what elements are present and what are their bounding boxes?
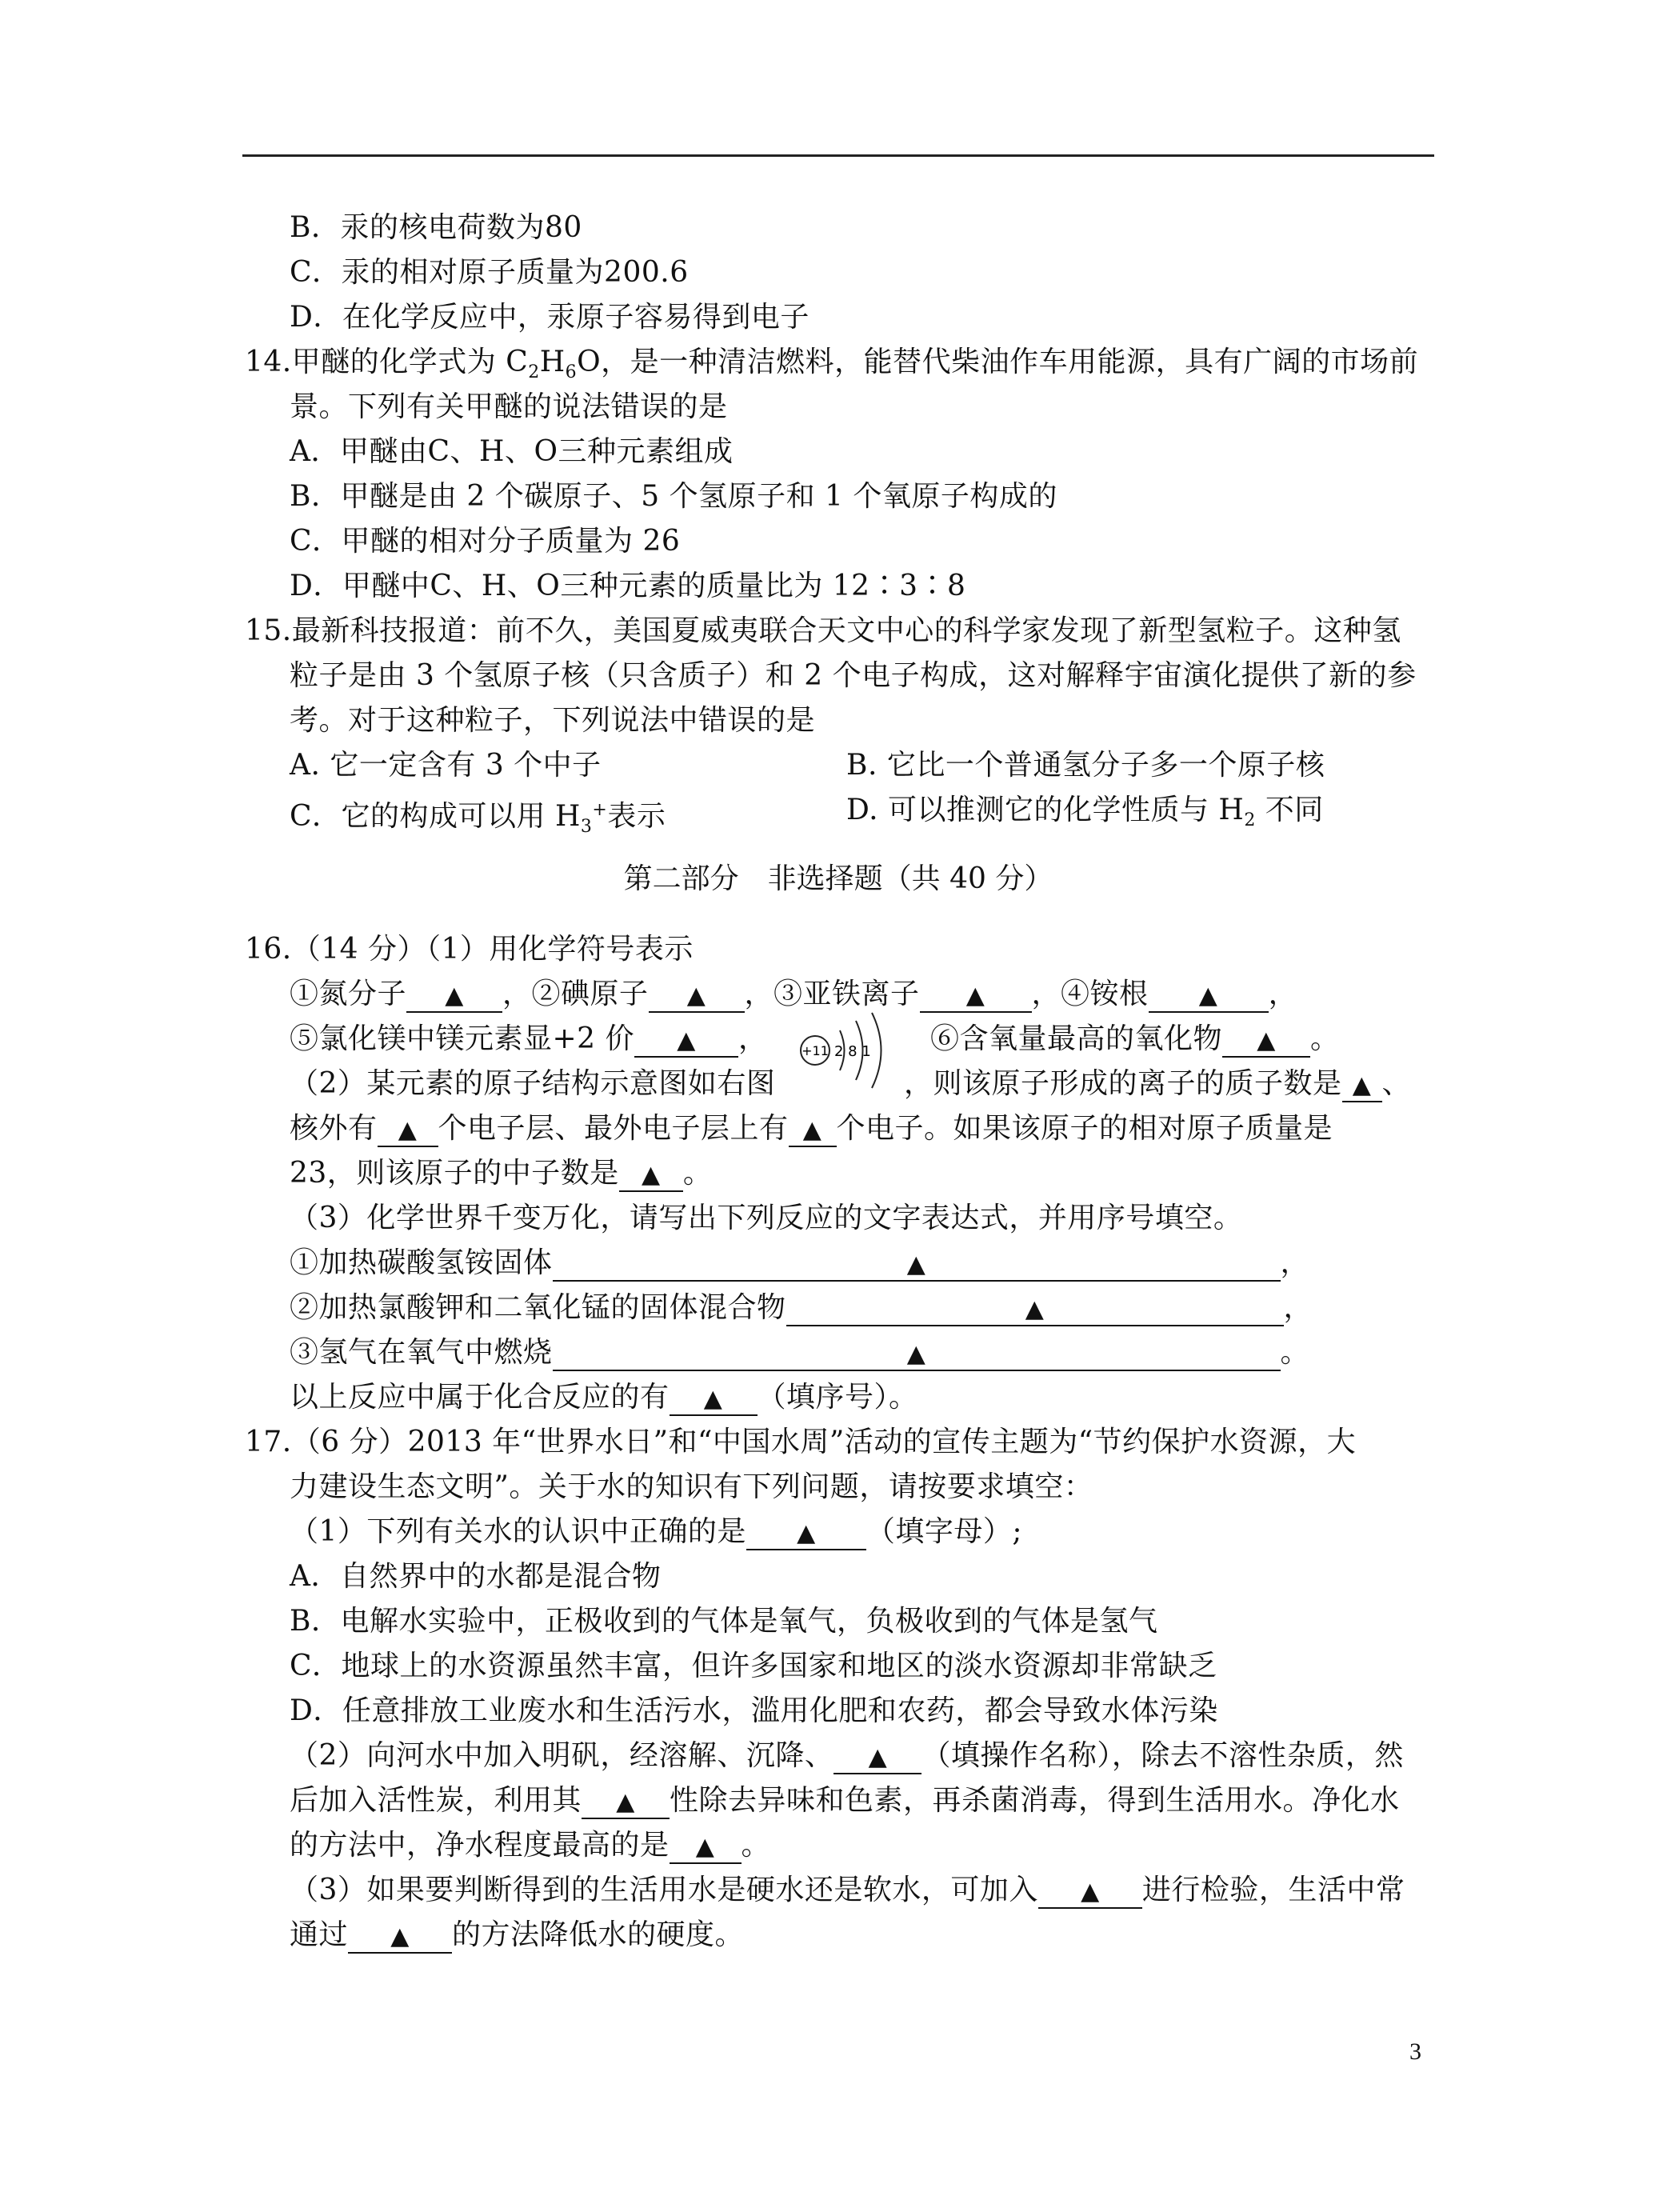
q15-option-c: C．它的构成可以用 $H_3^+$表示	[290, 800, 666, 838]
q14-stem-line2: 景。下列有关甲醚的说法错误的是	[290, 390, 728, 423]
atom-structure-diagram	[796, 1006, 908, 1094]
q15-option-b: B. 它比一个普通氢分子多一个原子核	[846, 749, 1325, 782]
blank[interactable]: ▲	[746, 1518, 866, 1550]
page-number: 3	[1409, 2038, 1421, 2065]
q16-line7: （3）化学世界千变万化，请写出下列反应的文字表达式，并用序号填空。	[290, 1202, 1243, 1234]
q16-line3-right: ⑥含氧量最高的氧化物 ▲ 。	[930, 1021, 1340, 1058]
q17-line3: （1）下列有关水的认识中正确的是 ▲ （填字母）;	[290, 1514, 1022, 1550]
q16-line11: 以上反应中属于化合反应的有 ▲ （填序号）。	[290, 1379, 918, 1416]
blank[interactable]: ▲	[619, 1160, 683, 1192]
q16-line5: 核外有 ▲ 个电子层、最外电子层上有 ▲ 个电子。如果该原子的相对原子质量是	[290, 1110, 1333, 1147]
q15-stem-line1: 15.最新科技报道：前不久，美国夏威夷联合天文中心的科学家发现了新型氢粒子。这种氢	[245, 614, 1401, 647]
q17-line12: 通过 ▲ 的方法降低水的硬度。	[290, 1917, 744, 1954]
blank[interactable]: ▲	[920, 981, 1032, 1013]
header-rule	[242, 154, 1434, 157]
q15-stem-line3: 考。对于这种粒子，下列说法中错误的是	[290, 704, 816, 737]
blank[interactable]: ▲	[1342, 1070, 1382, 1102]
blank[interactable]: ▲	[634, 1026, 738, 1058]
q17-option-b: B．电解水实验中，正极收到的气体是氧气，负极收到的气体是氢气	[290, 1605, 1158, 1638]
section-title: 第二部分 非选择题（共 40 分）	[623, 862, 1053, 895]
blank[interactable]: ▲	[649, 981, 745, 1013]
q17-line11: （3）如果要判断得到的生活用水是硬水还是软水，可加入 ▲ 进行检验，生活中常	[290, 1872, 1405, 1909]
q14-option-b: B．甲醚是由 2 个碳原子、5 个氢原子和 1 个氧原子构成的	[290, 480, 1057, 513]
q13-option-c: C．汞的相对原子质量为200.6	[290, 256, 689, 289]
blank[interactable]: ▲	[348, 1922, 452, 1954]
q16-line8: ①加热碳酸氢铵固体 ▲ ，	[290, 1245, 1309, 1282]
q14-option-c: C．甲醚的相对分子质量为 26	[290, 525, 681, 558]
q13-option-b: B．汞的核电荷数为80	[290, 211, 582, 244]
q13-option-d: D．在化学反应中，汞原子容易得到电子	[290, 301, 810, 334]
q16-line9: ②加热氯酸钾和二氧化锰的固体混合物 ▲ ，	[290, 1290, 1313, 1326]
q16-line6: 23，则该原子的中子数是 ▲ 。	[290, 1155, 712, 1192]
q17-line8: （2）向河水中加入明矾，经溶解、沉降、 ▲ （填操作名称），除去不溶性杂质，然	[290, 1738, 1404, 1774]
q16-line4-right: ，则该原子形成的离子的质子数是 ▲ 、	[904, 1066, 1411, 1102]
blank[interactable]: ▲	[582, 1787, 670, 1819]
q15-stem-line2: 粒子是由 3 个氢原子核（只含质子）和 2 个电子构成，这对解释宇宙演化提供了新的参	[290, 659, 1417, 692]
q16-line2: ①氮分子 ▲ ，②碘原子 ▲ ，③亚铁离子 ▲ ，④铵根 ▲ ，	[290, 976, 1297, 1013]
q17-line1: 17.（6 分）2013 年“世界水日”和“中国水周”活动的宣传主题为“节约保护水资源，大	[245, 1426, 1357, 1458]
blank[interactable]: ▲	[378, 1115, 438, 1147]
q16-line10: ③氢气在氧气中燃烧 ▲ 。	[290, 1334, 1309, 1371]
q15-option-a: A. 它一定含有 3 个中子	[290, 749, 602, 782]
q17-line10: 的方法中，净水程度最高的是 ▲ 。	[290, 1827, 770, 1864]
blank[interactable]: ▲	[1038, 1877, 1142, 1909]
q17-option-d: D．任意排放工业废水和生活污水，滥用化肥和农药，都会导致水体污染	[290, 1694, 1218, 1727]
blank[interactable]: ▲	[553, 1339, 1281, 1371]
blank[interactable]: ▲	[789, 1115, 837, 1147]
blank[interactable]: ▲	[1222, 1026, 1310, 1058]
blank[interactable]: ▲	[834, 1742, 921, 1774]
q17-option-c: C．地球上的水资源虽然丰富，但许多国家和地区的淡水资源却非常缺乏	[290, 1650, 1217, 1682]
q17-line9: 后加入活性炭，利用其 ▲ 性除去异味和色素，再杀菌消毒，得到生活用水。净化水	[290, 1782, 1400, 1819]
blank[interactable]: ▲	[1149, 981, 1269, 1013]
blank[interactable]: ▲	[670, 1832, 742, 1864]
blank[interactable]: ▲	[786, 1294, 1284, 1326]
q16-line3: ⑤氯化镁中镁元素显+2 价 ▲ ，	[290, 1021, 768, 1058]
q15-option-d: D. 可以推测它的化学性质与 $H_2$ 不同	[846, 794, 1324, 831]
q14-option-d: D．甲醚中C、H、O三种元素的质量比为 12∶3∶8	[290, 570, 966, 602]
q17-option-a: A．自然界中的水都是混合物	[290, 1560, 662, 1593]
q14-stem-line1: 14.甲醚的化学式为 $C_2H_6O$，是一种清洁燃料，能替代柴油作车用能源，具有广阔的市场前	[245, 346, 1419, 383]
blank[interactable]: ▲	[670, 1384, 758, 1416]
blank[interactable]: ▲	[406, 981, 502, 1013]
blank[interactable]: ▲	[553, 1250, 1281, 1282]
q16-line1: 16.（14 分）（1）用化学符号表示	[245, 933, 694, 966]
atom-shells-label: 2 8 1	[834, 1043, 871, 1060]
q14-option-a: A．甲醚由C、H、O三种元素组成	[290, 435, 734, 468]
atom-nucleus-label: +11	[802, 1043, 829, 1058]
q17-line2: 力建设生态文明”。关于水的知识有下列问题，请按要求填空：	[290, 1470, 1093, 1503]
q16-line4-left: （2）某元素的原子结构示意图如右图	[290, 1067, 776, 1100]
